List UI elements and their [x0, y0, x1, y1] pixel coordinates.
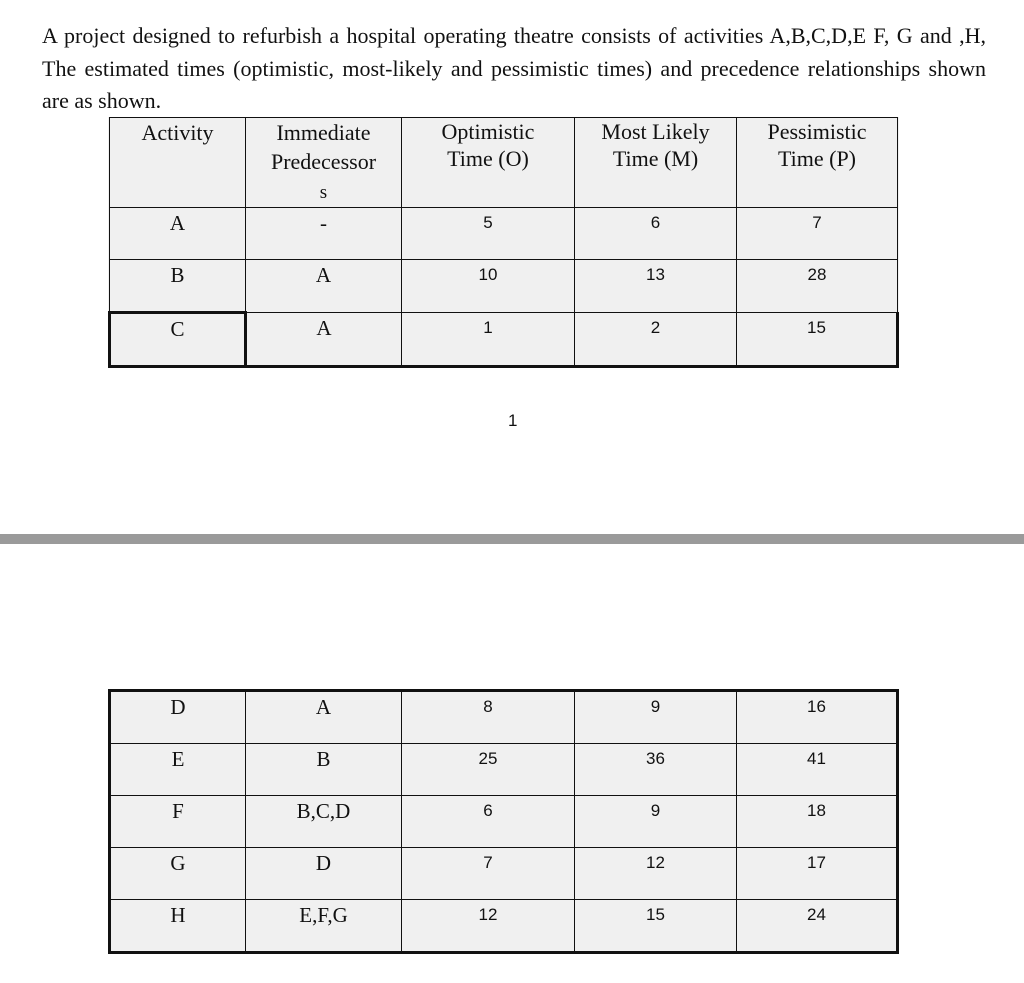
- activity-table-page-2: [108, 689, 899, 954]
- optimistic-cell: 5: [483, 213, 493, 232]
- most-likely-cell: 13: [646, 265, 665, 284]
- table-row-b: [110, 260, 898, 313]
- pessimistic-cell: 41: [807, 749, 826, 768]
- activity-cell: H: [170, 903, 186, 927]
- pessimistic-cell: 7: [812, 213, 822, 232]
- most-likely-cell: 9: [650, 697, 661, 716]
- pessimistic-cell: 17: [807, 853, 826, 872]
- table-row-d: [110, 691, 898, 744]
- table-row-c: [110, 313, 898, 367]
- predecessor-cell: -: [320, 211, 327, 235]
- most-likely-cell: 15: [646, 905, 665, 924]
- activity-cell: E: [171, 747, 185, 771]
- activity-cell: C: [170, 317, 185, 341]
- predecessor-cell: B,C,D: [296, 799, 351, 823]
- table-header-row: [110, 118, 898, 208]
- activity-cell: F: [172, 799, 184, 823]
- pessimistic-cell: 18: [807, 801, 826, 820]
- page-number: 1: [508, 411, 518, 430]
- table-row-h: [110, 900, 898, 953]
- pessimistic-cell: 24: [807, 905, 826, 924]
- header-immediate-predecessors: Immediate Predecessor s: [246, 118, 402, 208]
- table-row-g: [110, 848, 898, 900]
- optimistic-cell: 8: [483, 697, 493, 716]
- predecessor-cell: A: [316, 316, 332, 340]
- optimistic-cell: 7: [483, 853, 493, 872]
- most-likely-cell: 6: [650, 213, 661, 232]
- most-likely-cell: 9: [650, 801, 661, 820]
- table-row-e: [110, 744, 898, 796]
- pessimistic-cell: 15: [807, 318, 826, 337]
- optimistic-cell: 1: [483, 318, 493, 337]
- activity-cell: D: [170, 695, 186, 719]
- optimistic-cell: 10: [478, 265, 498, 284]
- predecessor-cell: E,F,G: [299, 903, 348, 927]
- activity-cell: B: [170, 263, 185, 287]
- activity-cell: G: [170, 851, 186, 875]
- most-likely-cell: 2: [650, 318, 661, 337]
- optimistic-cell: 6: [483, 801, 493, 820]
- header-activity: Activity: [110, 118, 246, 208]
- most-likely-cell: 36: [646, 749, 665, 768]
- predecessor-cell: D: [315, 851, 332, 875]
- pessimistic-cell: 16: [807, 697, 826, 716]
- optimistic-cell: 12: [478, 905, 498, 924]
- header-optimistic-time: Optimistic Time (O): [402, 118, 575, 208]
- activity-cell: A: [169, 211, 186, 235]
- most-likely-cell: 12: [646, 853, 665, 872]
- predecessor-cell: A: [315, 695, 332, 719]
- activity-table-page-1: [108, 117, 899, 368]
- optimistic-cell: 25: [478, 749, 498, 768]
- page-break-divider: [0, 534, 1024, 544]
- table-row-a: [110, 208, 898, 260]
- problem-statement: A project designed to refurbish a hospital operating theatre consists of activities A,B,C,D,E F, G and ,H, The estimated times (optimistic, most-likely and pessimistic times) and precedence relationships shown are as shown.: [42, 23, 986, 113]
- table-row-f: [110, 796, 898, 848]
- predecessor-cell: A: [315, 263, 332, 287]
- predecessor-cell: B: [316, 747, 331, 771]
- pessimistic-cell: 28: [807, 265, 827, 284]
- header-pessimistic-time: Pessimistic Time (P): [737, 118, 898, 208]
- header-most-likely-time: Most Likely Time (M): [575, 118, 737, 208]
